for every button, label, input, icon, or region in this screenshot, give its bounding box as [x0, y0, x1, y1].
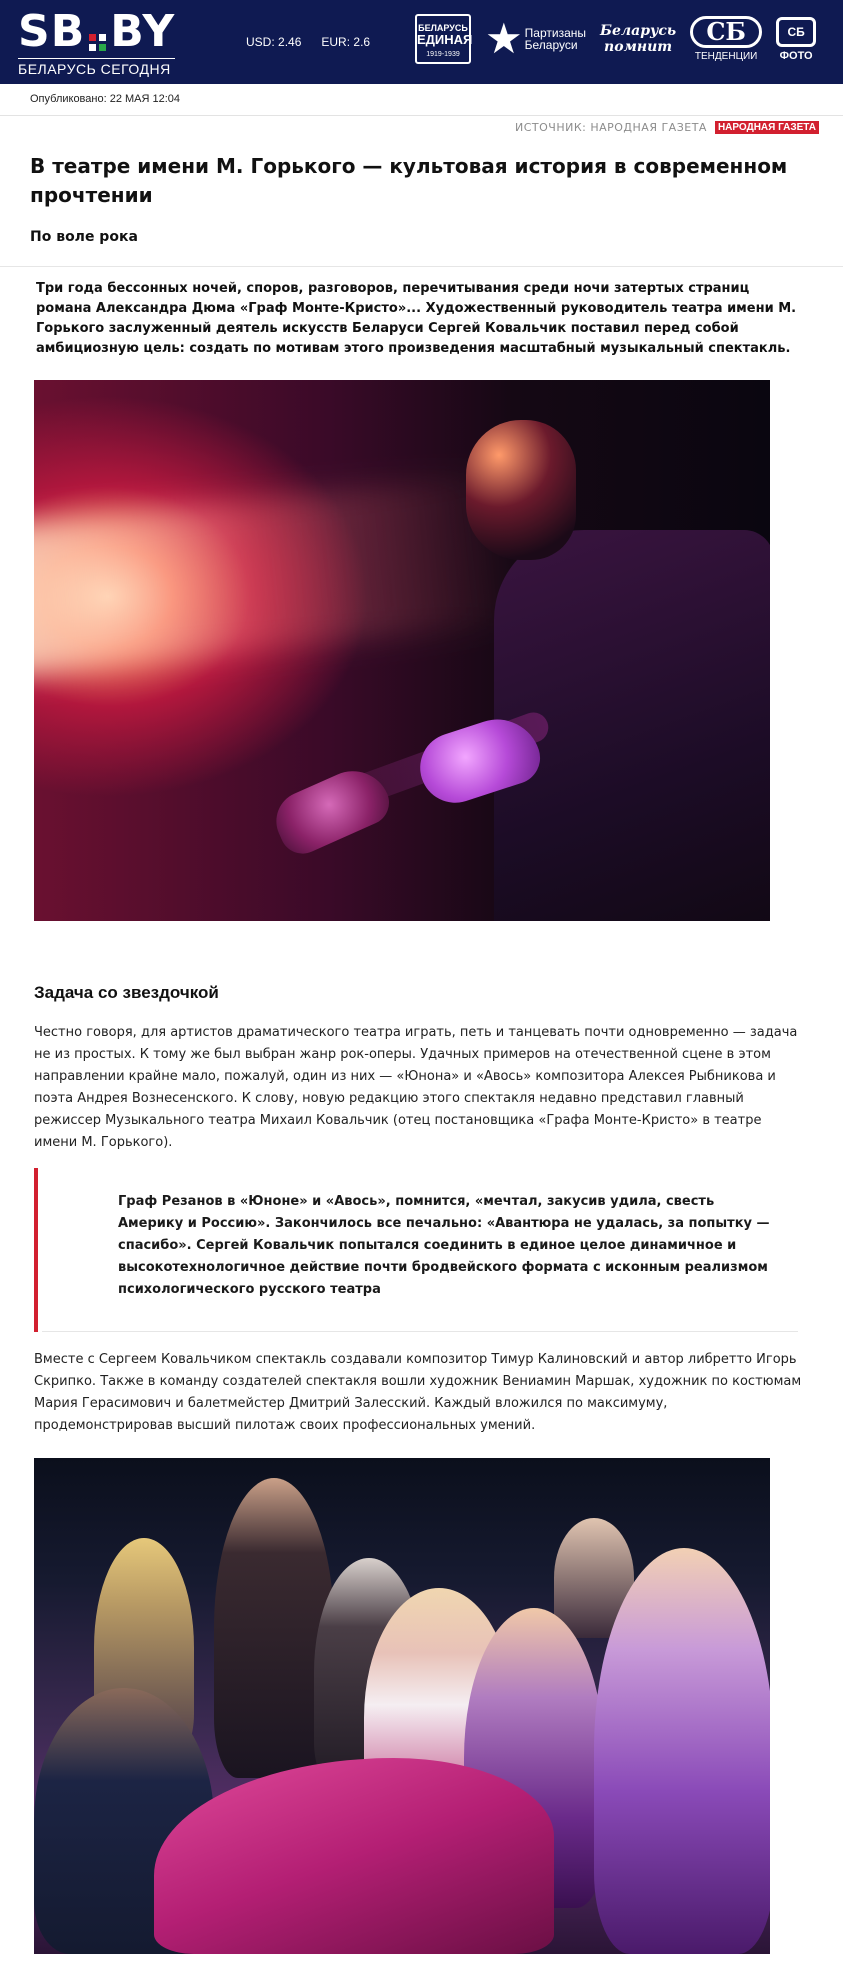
- source-logo: НАРОДНАЯ ГАЗЕТА: [715, 121, 819, 134]
- article-lead: Три года бессонных ночей, споров, разговоров, перечитывания среди ночи затертых страниц романа Александра Дюма «Граф Монте-Кристо»... Художественный руководитель театра имени М. Горького заслуженный деятель искусств Беларуси Сергей Ковальчик поставил перед собой амбициозную цель: создать по мотивам этого произведения масштабный музыкальный спектакль.: [36, 281, 797, 356]
- performer-dress: [154, 1758, 554, 1954]
- article-paragraph: Вместе с Сергеем Ковальчиком спектакль создавали композитор Тимур Калиновский и автор либретто Игорь Скрипко. Также в команду создателей спектакля вошли художник Вениамин Маршак, художник по костюмам Мария Герасимович и балетмейстер Дмитрий Залесский. Каждый вложился по максимуму, продемонстрировав высший пилотаж своих профессиональных умений.: [34, 1352, 802, 1433]
- rate-eur: [321, 35, 370, 49]
- site-logo[interactable]: [18, 8, 175, 77]
- rate-usd-label: USD:: [246, 35, 275, 49]
- partizany-line2: Беларуси: [524, 38, 578, 52]
- publish-bar: [0, 84, 843, 116]
- partizany-line1: Партизаны: [524, 26, 586, 40]
- site-header: [0, 0, 843, 84]
- pomnit-line1: Беларусь: [600, 23, 677, 39]
- edinaya-line2: ЕДИНАЯ: [417, 32, 473, 47]
- partner-foto-link[interactable]: [776, 17, 816, 62]
- sb-logo-icon: СБ: [690, 16, 762, 48]
- article-photo-ensemble-scene[interactable]: [34, 1458, 770, 1954]
- article-source[interactable]: [515, 121, 819, 134]
- stage-light-beam: [34, 473, 520, 677]
- rate-usd-value: 2.46: [278, 35, 302, 49]
- edinaya-years: 1919-1939: [426, 51, 460, 58]
- foto-label: ФОТО: [779, 49, 813, 62]
- article-title: В театре имени М. Горького — культовая история в современном прочтении: [30, 154, 788, 207]
- logo-dots-icon: [89, 34, 106, 51]
- quote-divider: [42, 1331, 798, 1332]
- partner-sb-tendencii-link[interactable]: [690, 16, 762, 63]
- sb-tendencii-label: ТЕНДЕНЦИИ: [694, 50, 758, 62]
- article-quote: [34, 1168, 798, 1332]
- logo-part-sb: SB: [18, 6, 86, 57]
- section-heading: Задача со звездочкой: [34, 983, 219, 1002]
- star-icon: ★: [485, 15, 523, 62]
- actor-head: [466, 420, 576, 560]
- article-paragraph: Честно говоря, для артистов драматического театра играть, петь и танцевать почти одновременно — задача не из простых. К тому же был выбран жанр рок-оперы. Удачных примеров на отечественной сцене в этом направлении крайне мало, пожалуй, один из них — «Юнона» и «Авось» композитора Алексея Рыбникова и поэта Андрея Вознесенского. К слову, новую редакцию этого спектакля недавно представил главный режиссер Музыкального театра Михаил Ковальчик (отец постановщика «Графа Монте-Кристо» в театре имени М. Горького).: [34, 1025, 798, 1150]
- article-rubric: По воле рока: [30, 229, 138, 245]
- performer: [594, 1548, 770, 1954]
- divider: [0, 266, 843, 267]
- logo-part-by: BY: [110, 6, 176, 57]
- publish-date: Опубликовано: 22 МАЯ 12:04: [30, 93, 181, 105]
- edinaya-line1: БЕЛАРУСЬ: [418, 23, 468, 33]
- rate-eur-value: 2.6: [353, 35, 371, 49]
- partner-links: [415, 14, 816, 64]
- camera-icon: СБ: [776, 17, 816, 47]
- rate-eur-label: EUR:: [321, 35, 351, 49]
- partizany-text: [525, 27, 586, 51]
- logo-wordmark: [18, 8, 175, 56]
- rate-usd: [246, 35, 301, 49]
- logo-subtitle: БЕЛАРУСЬ СЕГОДНЯ: [18, 58, 175, 77]
- partner-belarus-pomnit-link[interactable]: [600, 23, 676, 55]
- partner-partizany-link[interactable]: [485, 15, 586, 62]
- article-photo-actor-stage-light[interactable]: [34, 380, 770, 921]
- partner-belarus-edinaya-link[interactable]: [415, 14, 471, 64]
- source-label: ИСТОЧНИК: НАРОДНАЯ ГАЗЕТА: [515, 121, 707, 134]
- currency-rates: [246, 35, 370, 49]
- quote-text: Граф Резанов в «Юноне» и «Авось», помнится, «мечтал, закусив удила, свесть Америку и Россию». Закончилось все печально: «Авантюра не удалась, за попытку — спасибо». Сергей Ковальчик попытался соединить в единое целое динамичное и высокотехнологичное действие почти бродвейского формата с исконным реализмом психологического русского театра: [118, 1194, 770, 1297]
- pomnit-line2: помнит: [604, 39, 673, 55]
